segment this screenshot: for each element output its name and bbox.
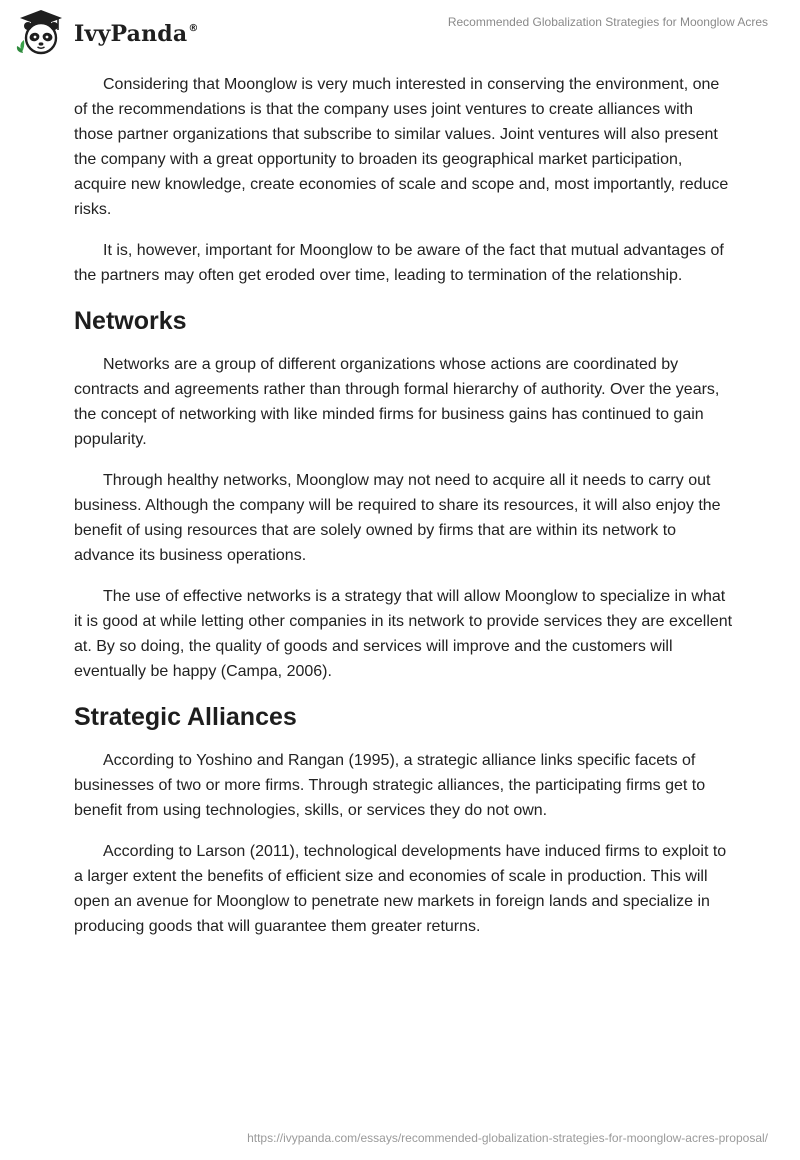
section-heading-networks: Networks <box>74 307 187 335</box>
body-paragraph: According to Yoshino and Rangan (1995), a strategic alliance links specific facets of businesses of two or more firms. Through strategic alliances, the participating firms get to benefit from using technologies, skills, or services they do not own. <box>74 752 706 819</box>
body-paragraph: It is, however, important for Moonglow to be aware of the fact that mutual advantages of the partners may often get eroded over time, leading to termination of the relationship. <box>74 242 724 284</box>
section-heading-strategic-alliances: Strategic Alliances <box>74 703 297 731</box>
panda-graduate-icon <box>14 8 68 56</box>
body-paragraph: Through healthy networks, Moonglow may not need to acquire all it needs to carry out business. Although the company will be required to share its resources, it will also enjoy the benefit of using resources that are solely owned by firms that are within its network to advance its business operations. <box>74 472 721 564</box>
essay-body <box>74 72 734 955</box>
body-paragraph: According to Larson (2011), technological developments have induced firms to exploit to a larger extent the benefits of efficient size and economies of scale in production. This will open an avenue for Moonglow to penetrate new markets in foreign lands and specialize in producing goods that will guarantee them greater returns. <box>74 843 727 935</box>
body-paragraph: The use of effective networks is a strategy that will allow Moonglow to specialize in what it is good at while letting other companies in its network to provide services they are excellent at. By so doing, the quality of goods and services will improve and the customers will eventually be happy (Campa, 2006). <box>74 588 733 680</box>
running-title: Recommended Globalization Strategies for Moonglow Acres <box>447 15 768 29</box>
logo-wordmark: IvyPanda® <box>74 21 199 47</box>
ivypanda-logo[interactable] <box>14 8 199 56</box>
page-header <box>0 0 800 60</box>
body-paragraph: Networks are a group of different organizations whose actions are coordinated by contracts and agreements rather than through formal hierarchy of authority. Over the years, the concept of networking with like minded firms for business gains has continued to gain popularity. <box>74 356 720 448</box>
body-paragraph: Considering that Moonglow is very much interested in conserving the environment, one of the recommendations is that the company uses joint ventures to create alliances with those partner organizations that subscribe to similar values. Joint ventures will also present the company with a great opportunity to broaden its geographical market participation, acquire new knowledge, create economies of scale and scope and, most importantly, reduce risks. <box>74 76 729 218</box>
source-url-link[interactable]: https://ivypanda.com/essays/recommended-globalization-strategies-for-moonglow-acres-proposal/ <box>247 1131 768 1145</box>
